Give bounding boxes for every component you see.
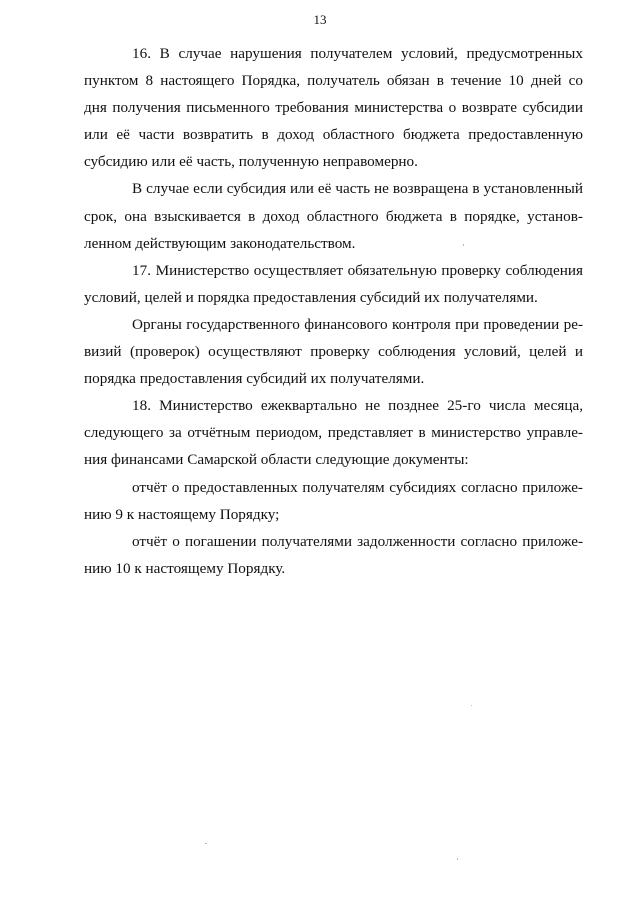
scan-speck	[205, 843, 207, 844]
text-line: ленном действующим законодательством.	[84, 234, 356, 252]
text-line: визий (проверок) осуществляют проверку соблюдения условий, целей и	[84, 343, 583, 361]
scan-speck	[471, 705, 472, 706]
list-item-report-subsidies	[84, 474, 583, 528]
text-line: отчёт о погашении получателями задолженности согласно приложе-	[132, 532, 583, 550]
text-line: дня получения письменного требования министерства о возврате субсидии	[84, 99, 583, 117]
text-line: субсидию или её часть, полученную неправомерно.	[84, 153, 418, 171]
list-item-report-debt	[84, 528, 583, 582]
document-body	[84, 40, 583, 582]
text-line: условий, целей и порядка предоставления субсидий их получателями.	[84, 288, 538, 306]
text-line: или её части возвратить в доход областного бюджета предоставленную	[84, 126, 583, 144]
text-line: ния финансами Самарской области следующие документы:	[84, 451, 469, 469]
page-number: 13	[313, 12, 327, 27]
text-line: пунктом 8 настоящего Порядка, получатель обязан в течение 10 дней со	[84, 72, 583, 90]
paragraph-17	[84, 257, 583, 311]
text-line: 16. В случае нарушения получателем условий, предусмотренных	[132, 45, 583, 62]
paragraph-16-return	[84, 175, 583, 256]
text-line: отчёт о предоставленных получателям субсидиях согласно приложе-	[132, 478, 583, 496]
paragraph-18	[84, 392, 583, 473]
paragraph-17-control	[84, 311, 583, 392]
text-line: нию 9 к настоящему Порядку;	[84, 505, 280, 523]
text-line: срок, она взыскивается в доход областного бюджета в порядке, установ-	[84, 207, 583, 225]
text-line: 18. Министерство ежеквартально не позднее 25-го числа месяца,	[132, 397, 583, 415]
text-line: следующего за отчётным периодом, представляет в министерство управле-	[84, 424, 583, 442]
scan-speck	[463, 244, 464, 246]
text-line: В случае если субсидия или её часть не возвращена в установленный	[132, 180, 583, 198]
scan-speck	[457, 858, 458, 860]
text-line: порядка предоставления субсидий их получателями.	[84, 370, 425, 388]
text-line: 17. Министерство осуществляет обязательную проверку соблюдения	[132, 261, 583, 279]
text-line: нию 10 к настоящему Порядку.	[84, 559, 286, 577]
paragraph-16	[84, 40, 583, 175]
text-line: Органы государственного финансового контроля при проведении ре-	[132, 315, 583, 333]
